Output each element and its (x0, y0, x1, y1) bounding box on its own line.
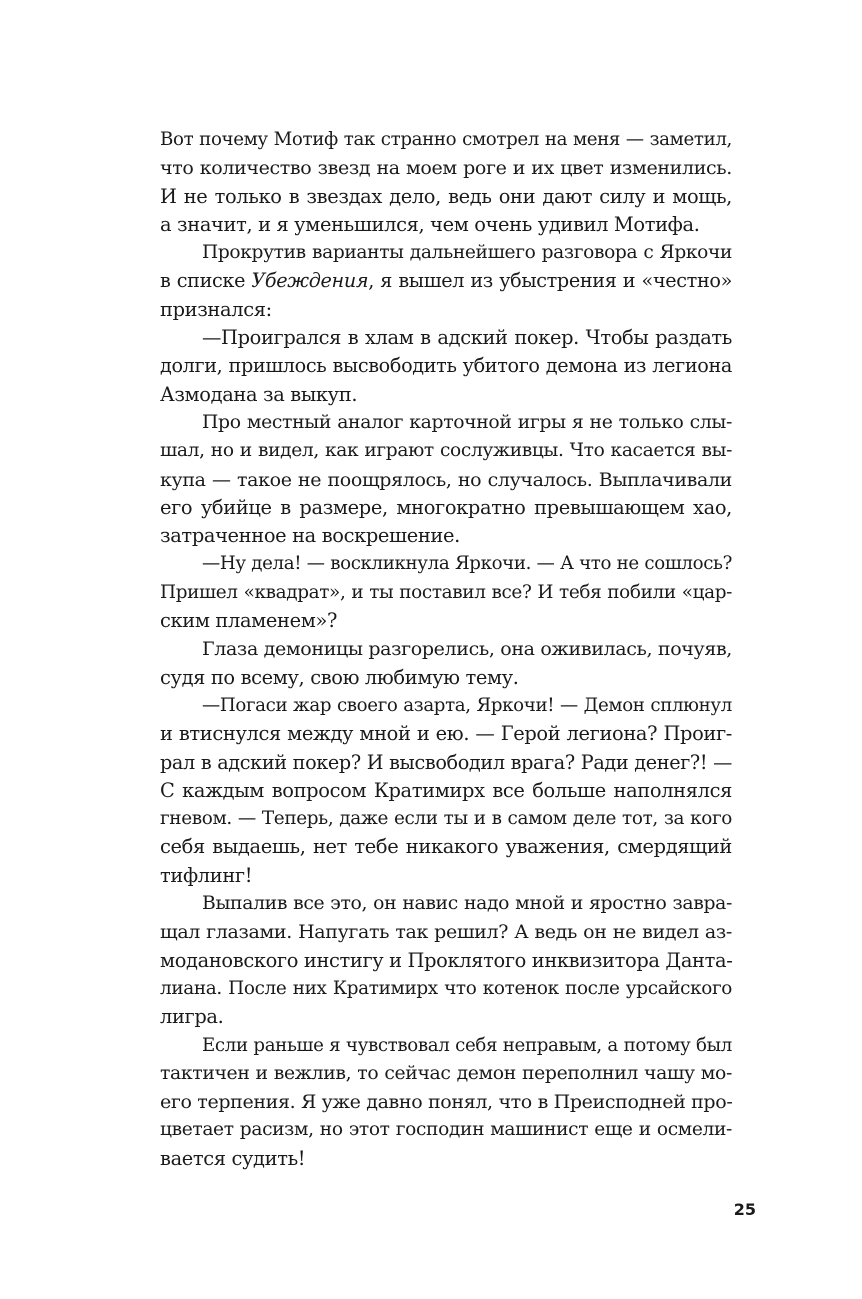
text-line: ским пламенем»? (160, 609, 338, 633)
text-line: себя выдаешь, нет тебе никакого уважения, смердящий (160, 835, 732, 859)
italic-term: Убеждения (251, 269, 369, 293)
text-line: тактичен и вежлив, то сейчас демон переполнил чашу мо- (160, 1062, 732, 1084)
text-line: Вот почему Мотиф так странно смотрел на меня — заметил, (160, 129, 732, 150)
text-line: лиана. После них Кратимирх что котенок после урсайского (160, 977, 732, 999)
text-line: Глаза демоницы разгорелись, она оживилась, почуяв, (202, 638, 732, 661)
text-line: модановского инстигу и Проклятого инквизитора Данта- (160, 948, 733, 972)
text-line: и втиснулся между мной и ею. — Герой легиона? Проиг- (160, 722, 732, 746)
text-line: его убийце в размере, многократно превышающем хао, (160, 495, 732, 519)
text-line: Про местный аналог карточной игры я не только слы- (202, 411, 732, 433)
text-line: признался: (160, 297, 272, 321)
text-line: гневом. — Теперь, даже если ты и в самом деле тот, за кого (160, 808, 732, 830)
page-number: 25 (733, 1200, 756, 1219)
text-line: в списке Убеждения, я вышел из убыстрения и «честно» (160, 269, 732, 293)
text-line: Прокрутив варианты дальнейшего разговора с Яркочи (202, 242, 732, 264)
text-line: щал глазами. Напугать так решил? А ведь он не видел аз- (160, 921, 732, 944)
text-line: шал, но и видел, как играют сослуживцы. Что касается вы- (160, 440, 732, 462)
text-line: рал в адский покер? И высвободил врага? Ради денег?! — (160, 750, 732, 774)
text-line: С каждым вопросом Кратимирх все больше наполнялся (160, 778, 732, 802)
text-line: что количество звезд на моем роге и их цвет изменились. (160, 157, 732, 180)
text-line: Азмодана за выкуп. (160, 382, 358, 406)
text-line: И не только в звездах дело, ведь они дают силу и мощь, (160, 184, 732, 208)
text-line: вается судить! (160, 1146, 306, 1170)
text-line: судя по всему, свою любимую тему. (160, 665, 519, 689)
text-line: его терпения. Я уже давно понял, что в Преисподней про- (160, 1091, 733, 1114)
body-text (160, 126, 732, 1173)
text-line: Выпалив все это, он навис надо мной и яростно завра- (202, 893, 732, 915)
text-line: Пришел «квадрат», и ты поставил все? И тебя побили «цар- (160, 581, 732, 603)
text-line: —Проигрался в хлам в адский покер. Чтобы раздать (202, 326, 732, 350)
text-line: тифлинг! (160, 863, 253, 887)
text-line: долги, пришлось высвободить убитого демона из легиона (160, 354, 732, 378)
text-line: —Погаси жар своего азарта, Яркочи! — Демон сплюнул (202, 694, 732, 716)
text-line: купа — такое не поощрялось, но случалось. Выплачивали (160, 468, 732, 491)
text-line: Если раньше я чувствовал себя неправым, а потому был (202, 1034, 732, 1056)
text-line: затраченное на воскрешение. (160, 524, 460, 548)
text-line: лигра. (160, 1005, 224, 1029)
text-line: а значит, и я уменьшился, чем очень удивил Мотифа. (160, 212, 700, 236)
text-line: цветает расизм, но этот господин машинист еще и осмели- (160, 1119, 732, 1141)
text-line: —Ну дела! — воскликнула Яркочи. — А что не сошлось? (202, 553, 732, 575)
